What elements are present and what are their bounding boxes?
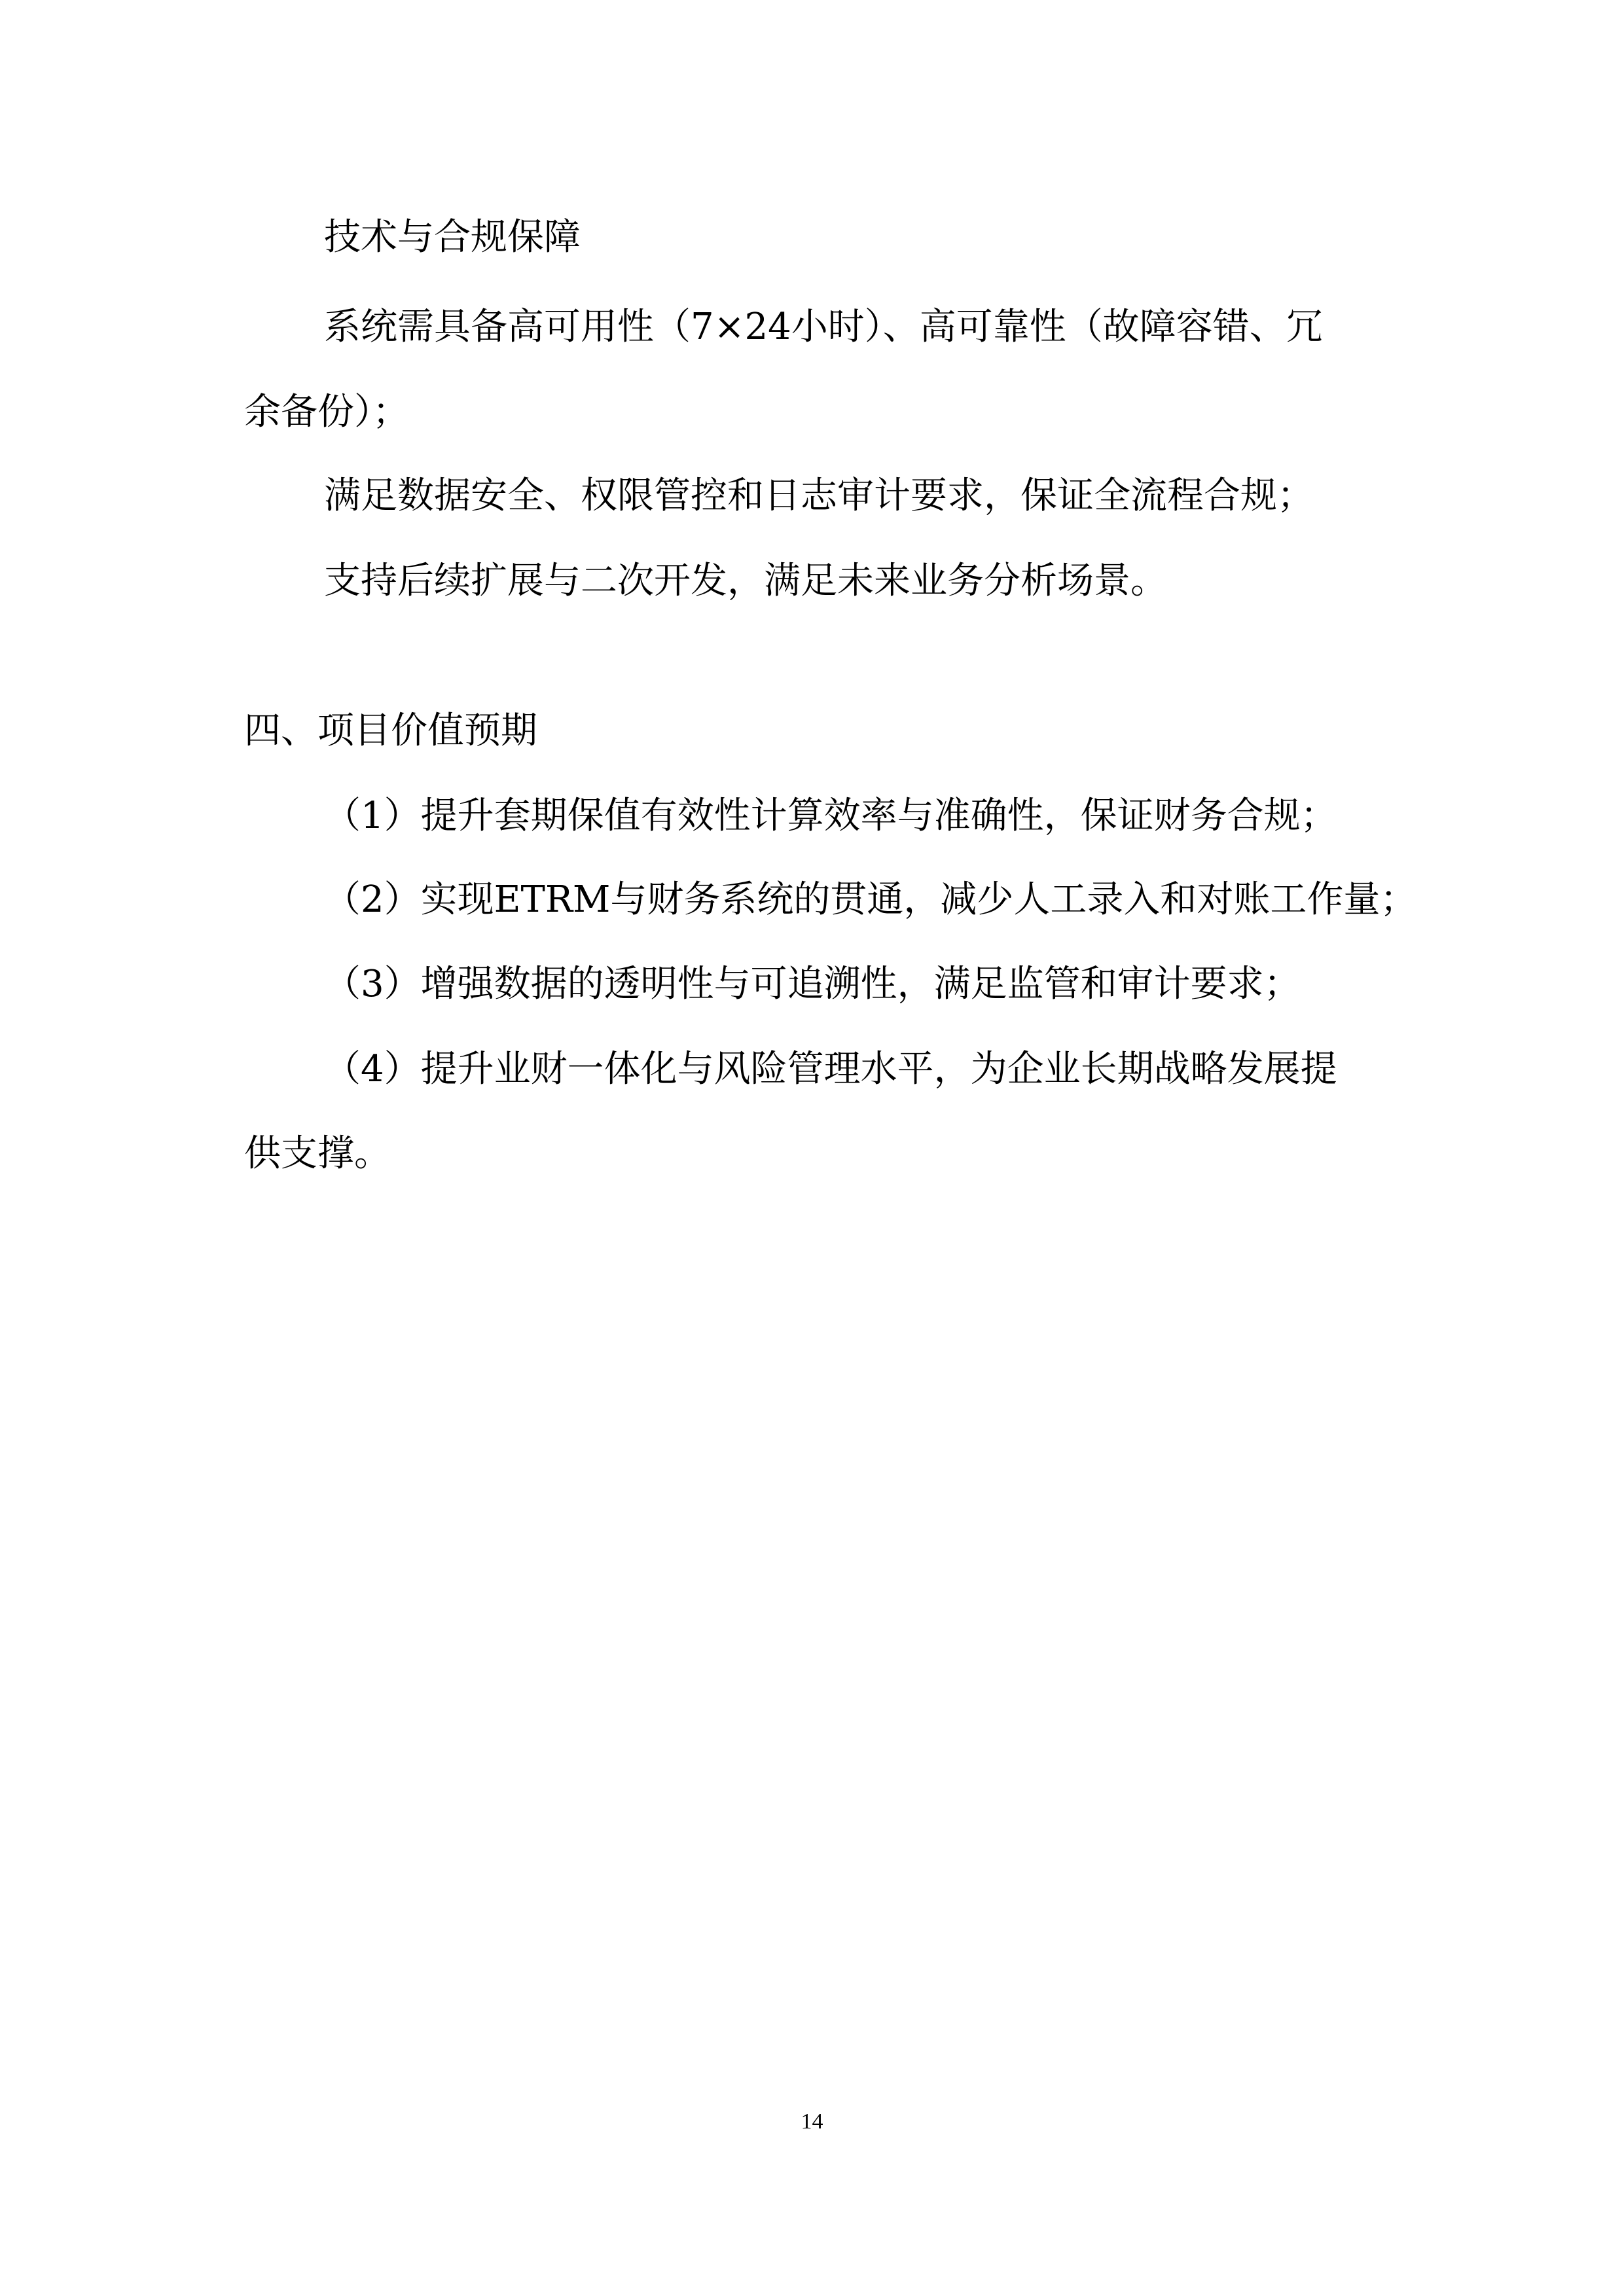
value-item-4-continuation: 供支撑。	[244, 1132, 391, 1175]
paragraph-availability-line2: 余备份）；	[244, 391, 409, 433]
subsection-heading: 技术与合规保障	[324, 216, 581, 259]
paragraph-security: 满足数据安全、权限管控和日志审计要求，保证全流程合规；	[324, 475, 1314, 517]
paragraph-extension: 支持后续扩展与二次开发，满足未来业务分析场景。	[324, 560, 1167, 602]
paragraph-availability-line1: 系统需具备高可用性（7×24小时）、高可靠性（故障容错、冗	[324, 306, 1323, 348]
value-item-4: （4）提升业财一体化与风险管理水平，为企业长期战略发展提	[324, 1048, 1337, 1090]
value-item-1: （1）提升套期保值有效性计算效率与准确性，保证财务合规；	[324, 795, 1337, 837]
value-item-3: （3）增强数据的透明性与可追溯性，满足监管和审计要求；	[324, 963, 1301, 1005]
section-heading: 四、项目价值预期	[244, 709, 537, 752]
value-item-2: （2）实现ETRM与财务系统的贯通，减少人工录入和对账工作量；	[324, 878, 1417, 921]
page-number: 14	[801, 2109, 823, 2134]
